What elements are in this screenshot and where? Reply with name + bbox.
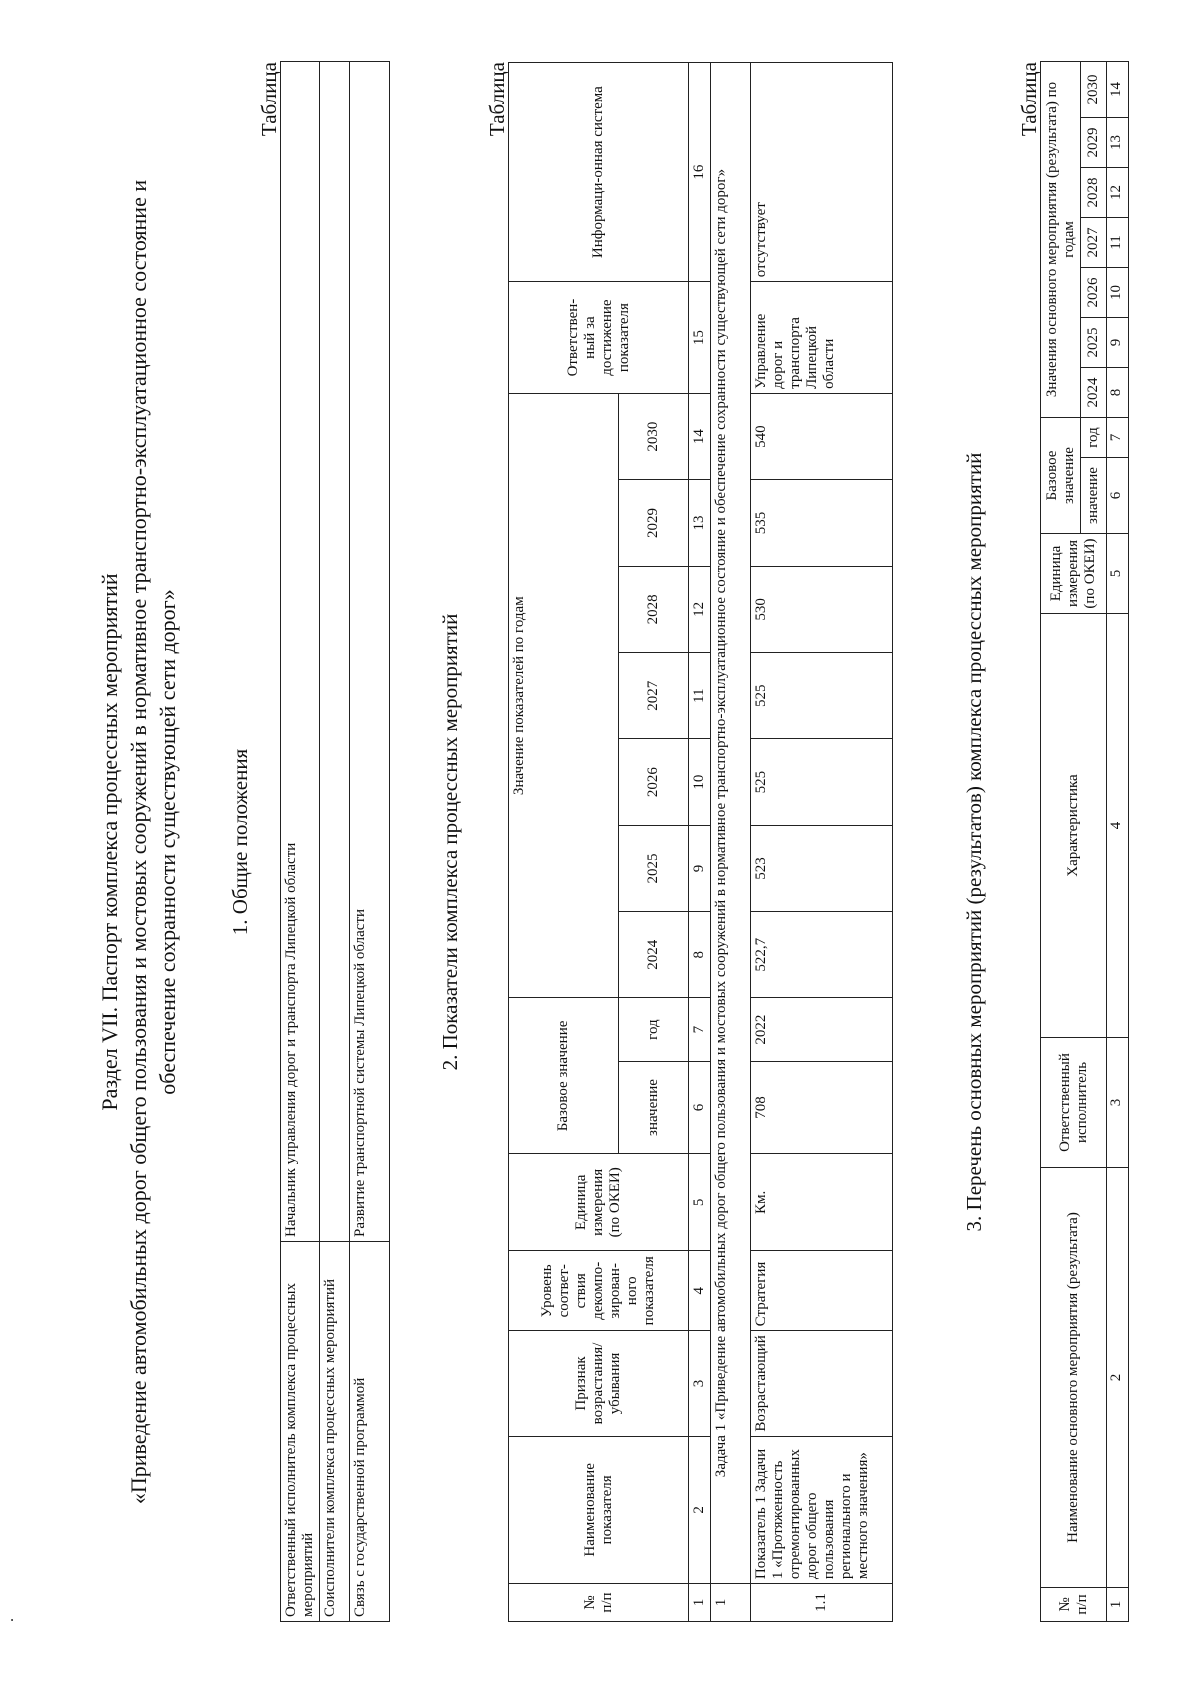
m-year-header: 2029: [1081, 117, 1107, 167]
year-header: 2028: [619, 566, 689, 652]
m-column-number: 1: [1107, 1588, 1129, 1622]
column-number: 8: [689, 912, 711, 998]
year-header: 2026: [619, 739, 689, 825]
column-number: 3: [689, 1331, 711, 1436]
col-level-header: Уровень соответ-ствия декомпо-зирован-ного показателя: [509, 1251, 689, 1331]
m-column-number: 2: [1107, 1168, 1129, 1588]
general-row: [281, 62, 320, 1622]
col-unit-header: Единица измерения (по ОКЕИ): [509, 1154, 689, 1251]
m-col-characteristic-header: Характеристика: [1041, 614, 1107, 1038]
section1-title: 1. Общие положения: [228, 748, 252, 936]
row-responsible: Управление дорог и транспорта Липецкой области: [751, 282, 893, 394]
col-responsible-header: Ответствен-ный за достижение показателя: [509, 282, 689, 394]
col-name-header: Наименование показателя: [509, 1436, 689, 1583]
general-row-value: [320, 62, 350, 1242]
measures-table: [1040, 61, 1129, 1622]
m-col-unit-header: Единица измерения (по ОКЕИ): [1041, 534, 1107, 614]
m-column-number: 12: [1107, 167, 1129, 217]
header-line-3: обеспечение сохранности существующей сети дорог»: [155, 589, 180, 1095]
general-row-label: Соисполнители комплекса процессных мероприятий: [320, 1242, 350, 1622]
section2-title: 2. Показатели комплекса процессных мероприятий: [438, 613, 462, 1071]
column-number: 13: [689, 480, 711, 566]
m-col-num-header: № п/п: [1041, 1588, 1107, 1622]
m-column-number: 9: [1107, 317, 1129, 367]
header-line-2: «Приведение автомобильных дорог общего пользования и мостовых сооружений в нормативное транспортно-эксплуатационное состояние и: [126, 179, 151, 1505]
column-number: 11: [689, 653, 711, 739]
column-number: 6: [689, 1061, 711, 1154]
col-base-header: Базовое значение: [509, 998, 619, 1154]
col-num-header: № п/п: [509, 1584, 689, 1622]
general-table: [280, 61, 390, 1622]
m-year-header: 2030: [1081, 61, 1107, 117]
m-col-responsible-header: Ответственный исполнитель: [1041, 1038, 1107, 1168]
col-base-value-header: значение: [619, 1061, 689, 1154]
indicator-row: [751, 63, 893, 1622]
page-content: [95, 62, 1129, 1622]
column-number: 14: [689, 393, 711, 479]
column-number: 2: [689, 1436, 711, 1583]
row-info: отсутствует: [751, 63, 893, 282]
section3-table-label: Таблица: [1017, 62, 1041, 137]
year-header: 2027: [619, 653, 689, 739]
col-base-year-header: год: [619, 998, 689, 1061]
m-year-header: 2024: [1081, 367, 1107, 417]
general-row: [320, 62, 350, 1622]
m-col-base-value-header: значение: [1081, 458, 1107, 534]
m-col-base-header: Базовое значение: [1041, 417, 1081, 533]
row-year-value: 525: [751, 739, 893, 825]
column-number: 1: [689, 1584, 711, 1622]
col-sign-header: Признак возрастания/ убывания: [509, 1331, 689, 1436]
general-row-value: Развитие транспортной системы Липецкой области: [350, 62, 390, 1242]
row-year-value: 522,7: [751, 912, 893, 998]
year-header: 2024: [619, 912, 689, 998]
m-column-number: 4: [1107, 614, 1129, 1038]
task-text: Задача 1 «Приведение автомобильных дорог общего пользования и мостовых сооружений в нормативное транспортно-эксплуатационное состояние и обеспечение сохранности существующей сети дорог»: [711, 63, 751, 1584]
general-row-value: Начальник управления дорог и транспорта Липецкой области: [281, 62, 320, 1242]
m-year-header: 2028: [1081, 167, 1107, 217]
general-row-label: Связь с государственной программой: [350, 1242, 390, 1622]
m-column-number: 8: [1107, 367, 1129, 417]
col-info-header: Информаци-онная система: [509, 63, 689, 282]
row-year-value: 540: [751, 393, 893, 479]
row-sign: Возрастающий: [751, 1331, 893, 1436]
row-base-value: 708: [751, 1061, 893, 1154]
dot-mark: .: [0, 1618, 17, 1622]
column-number: 10: [689, 739, 711, 825]
section1-table-label: Таблица: [257, 62, 281, 137]
m-column-number: 6: [1107, 458, 1129, 534]
column-number: 15: [689, 282, 711, 394]
header-line-1: Раздел VII. Паспорт комплекса процессных мероприятий: [97, 573, 122, 1111]
m-col-name-header: Наименование основного мероприятия (результата): [1041, 1168, 1107, 1588]
indicators-table: [508, 62, 893, 1622]
column-number: 12: [689, 566, 711, 652]
m-column-number: 11: [1107, 217, 1129, 267]
column-number: 4: [689, 1251, 711, 1331]
row-unit: Км.: [751, 1154, 893, 1251]
column-number: 16: [689, 63, 711, 282]
year-header: 2030: [619, 393, 689, 479]
section2-table-label: Таблица: [485, 62, 509, 137]
row-year-value: 523: [751, 825, 893, 911]
general-row: [350, 62, 390, 1622]
row-level: Стратегия: [751, 1251, 893, 1331]
column-number: 9: [689, 825, 711, 911]
column-number: 7: [689, 998, 711, 1061]
m-column-number: 5: [1107, 534, 1129, 614]
m-column-number: 13: [1107, 117, 1129, 167]
row-num: 1.1: [751, 1584, 893, 1622]
m-column-number: 7: [1107, 417, 1129, 457]
row-name: Показатель 1 Задачи 1 «Протяженность отремонтированных дорог общего пользования регионального и местного значения»: [751, 1436, 893, 1583]
row-year-value: 525: [751, 653, 893, 739]
general-row-label: Ответственный исполнитель комплекса процессных мероприятий: [281, 1242, 320, 1622]
m-column-number: 14: [1107, 61, 1129, 117]
m-year-header: 2025: [1081, 317, 1107, 367]
section3-title: 3. Перечень основных мероприятий (результатов) комплекса процессных мероприятий: [962, 452, 986, 1232]
column-number: 5: [689, 1154, 711, 1251]
year-header: 2029: [619, 480, 689, 566]
m-column-number: 10: [1107, 267, 1129, 317]
m-year-header: 2026: [1081, 267, 1107, 317]
m-year-header: 2027: [1081, 217, 1107, 267]
task-num: 1: [711, 1584, 751, 1622]
m-column-number: 3: [1107, 1038, 1129, 1168]
page-header: [95, 62, 182, 1622]
year-header: 2025: [619, 825, 689, 911]
row-year-value: 535: [751, 480, 893, 566]
row-year-value: 530: [751, 566, 893, 652]
row-base-year: 2022: [751, 998, 893, 1061]
m-col-years-header: Значения основного мероприятия (результата) по годам: [1041, 61, 1081, 417]
m-col-base-year-header: год: [1081, 417, 1107, 457]
col-years-header: Значение показателей по годам: [509, 393, 619, 998]
